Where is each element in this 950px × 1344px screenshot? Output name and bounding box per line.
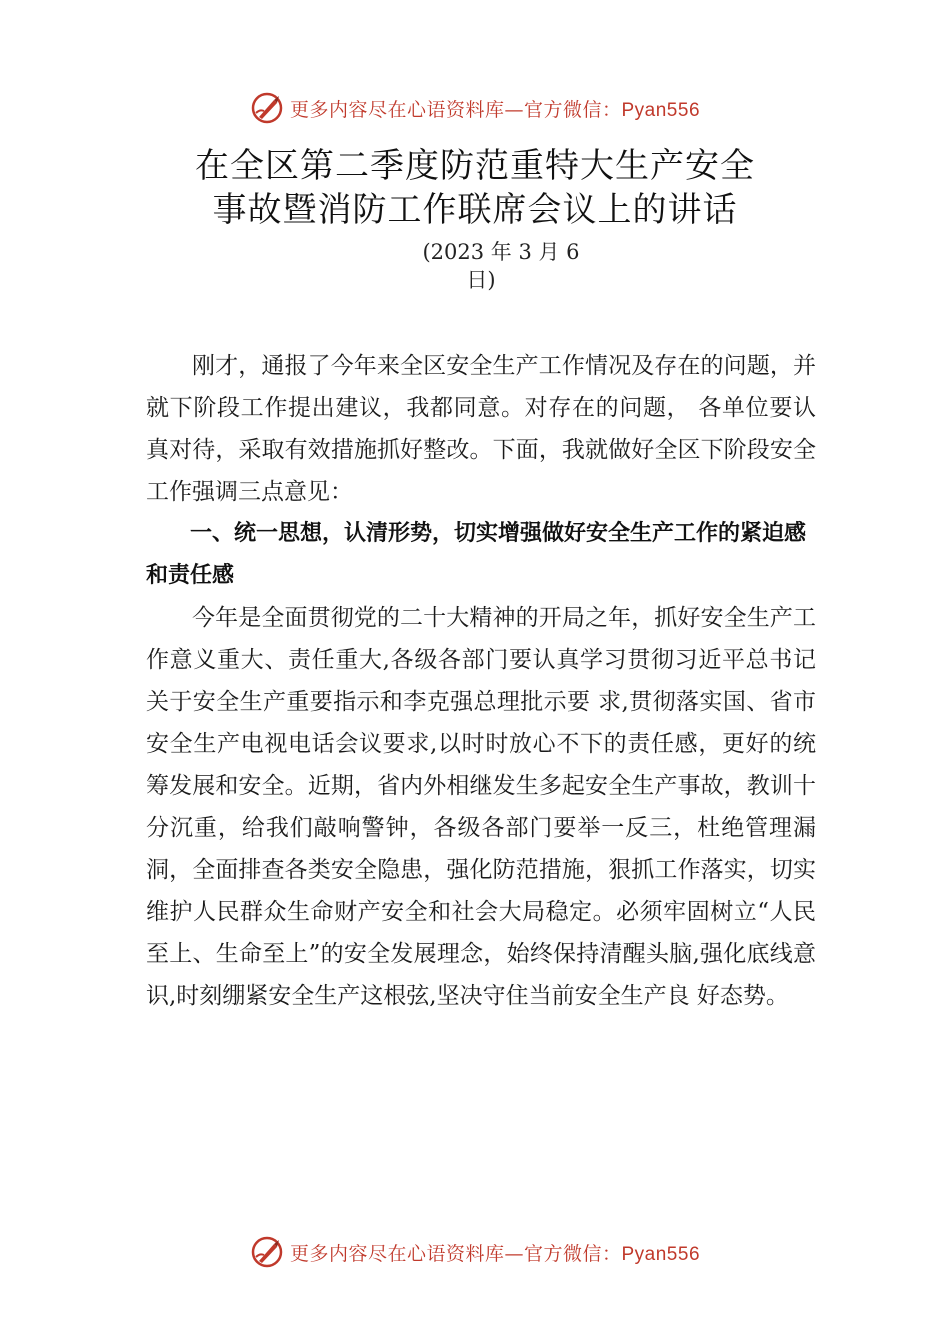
watermark-header bbox=[0, 88, 950, 128]
document-date-line-2: 日) bbox=[466, 268, 496, 292]
watermark-wechat-id: Pyan556 bbox=[621, 1243, 701, 1265]
quill-logo-icon bbox=[250, 91, 284, 125]
document-title-line-2: 事故暨消防工作联席会议上的讲话 bbox=[212, 190, 738, 230]
watermark-wechat-id: Pyan556 bbox=[621, 99, 701, 121]
watermark-text: 更多内容尽在心语资料库—官方微信：Pyan556 bbox=[289, 98, 701, 121]
body-paragraph-intro: 刚才，通报了今年来全区安全生产工作情况及存在的问题，并就下阶段工作提出建议，我都同意。对存在的问题， 各单位要认真对待，采取有效措施抓好整改。下面，我就做好全区下阶段安全工作强调三点意见： bbox=[146, 353, 816, 505]
watermark-footer bbox=[0, 1232, 950, 1272]
body-paragraph-section-1: 今年是全面贯彻党的二十大精神的开局之年，抓好安全生产工作意义重大、责任重大,各级各部门要认真学习贯彻习近平总书记关于安全生产重要指示和李克强总理批示要 求,贯彻落实国、省市安全生产电视电话会议要求,以时时放心不下的责任感，更好的统筹发展和安全。近期，省内外相继发生多起安全生产事故，教训十分沉重，给我们敲响警钟，各级各部门要举一反三，杜绝管理漏洞，全面排查各类安全隐患，强化防范措施，狠抓工作落实，切实维护人民群众生命财产安全和社会大局稳定。必须牢固树立“人民至上、生命至上”的安全发展理念，始终保持清醒头脑,强化底线意识,时刻绷紧安全生产这根弦,坚决守住当前安全生产良 好态势。 bbox=[146, 605, 816, 1009]
document-title-line-1: 在全区第二季度防范重特大生产安全 bbox=[195, 146, 755, 186]
quill-logo-icon bbox=[250, 1235, 284, 1269]
document-date-line-1: (2023 年 3 月 6 bbox=[422, 240, 580, 264]
watermark-text: 更多内容尽在心语资料库—官方微信：Pyan556 bbox=[289, 1242, 701, 1265]
document-body bbox=[146, 345, 816, 1017]
section-heading-1: 一、统一思想，认清形势，切实增强做好安全生产工作的紧迫感和责任感 bbox=[146, 521, 807, 588]
